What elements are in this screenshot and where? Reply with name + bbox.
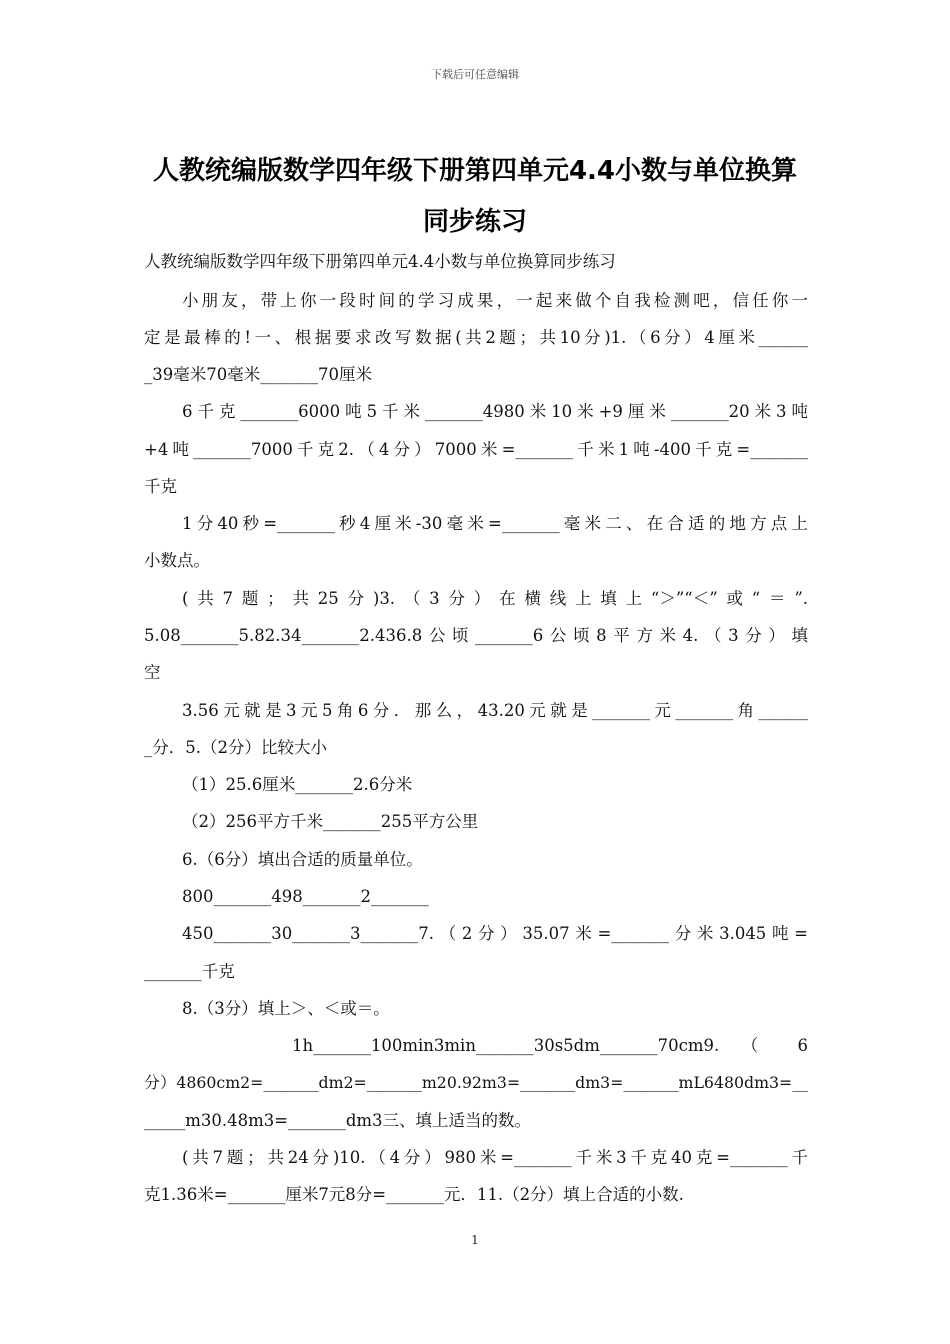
text-line: 450_______30_______3_______7.（2分）35.07米=_______分米3.045吨= — [182, 924, 808, 943]
text-line: _____m30.48m3=_______dm3三、填上适当的数。 — [144, 1111, 532, 1130]
text-line: （2）256平方千米_______255平方公里 — [182, 812, 479, 831]
text-line: 空 — [144, 663, 161, 682]
text-line: 定是最棒的!一、根据要求改写数据(共2题；共10分)1.（6分）4厘米______ — [144, 328, 808, 347]
text-line: 小朋友，带上你一段时间的学习成果，一起来做个自我检测吧，信任你一 — [182, 291, 808, 310]
text-line: 6千克_______6000吨5千米_______4980米10米+9厘米_______20米3吨 — [182, 402, 808, 421]
text-line: (共7题；共25分)3.（3分）在横线上填上“＞”“＜”或“＝”. — [182, 589, 808, 608]
text-line: _______千克 — [144, 962, 235, 981]
text-line: _分．5.（2分）比较大小 — [144, 738, 327, 757]
text-line: 分）4860cm2=_______dm2=_______m20.92m3=_______dm3=_______mL6480dm3=__ — [144, 1073, 808, 1092]
subtitle-line: 人教统编版数学四年级下册第四单元4.4小数与单位换算同步练习 — [144, 252, 616, 271]
page-header: 下载后可任意编辑 — [431, 68, 519, 81]
text-line: 小数点。 — [144, 551, 210, 570]
text-line: 1h_______100min3min_______30s5dm_______70cm9. （ 6 — [292, 1036, 808, 1055]
text-line: 千克 — [144, 477, 177, 496]
text-line: 3.56元就是3元5角6分．那么，43.20元就是_______元_______角______ — [182, 701, 808, 720]
text-line: 克1.36米=_______厘米7元8分=_______元．11.（2分）填上合适的小数. — [144, 1185, 684, 1204]
text-line: 800_______498_______2_______ — [182, 887, 429, 906]
text-line: 6.（6分）填出合适的质量单位。 — [182, 850, 423, 869]
document-title-line-1: 人教统编版数学四年级下册第四单元4.4小数与单位换算 — [152, 156, 798, 186]
text-line: 5.08_______5.82.34_______2.436.8公顷_______6公顷8平方米4.（3分）填 — [144, 626, 808, 645]
text-line: 8.（3分）填上＞、＜或＝。 — [182, 999, 390, 1018]
text-line: （1）25.6厘米_______2.6分米 — [182, 775, 413, 794]
text-line: _39毫米70毫米_______70厘米 — [144, 365, 372, 384]
text-line: 1分40秒=_______秒4厘米-30毫米=_______毫米二、在合适的地方点上 — [182, 514, 808, 533]
text-line: (共7题；共24分)10.（4分）980米=_______千米3千克40克=_______千 — [182, 1148, 808, 1167]
document-title-line-2: 同步练习 — [422, 207, 527, 237]
text-line: +4吨_______7000千克2.（4分）7000米=_______千米1吨-400千克=_______ — [144, 440, 808, 459]
page-number: 1 — [471, 1233, 479, 1247]
